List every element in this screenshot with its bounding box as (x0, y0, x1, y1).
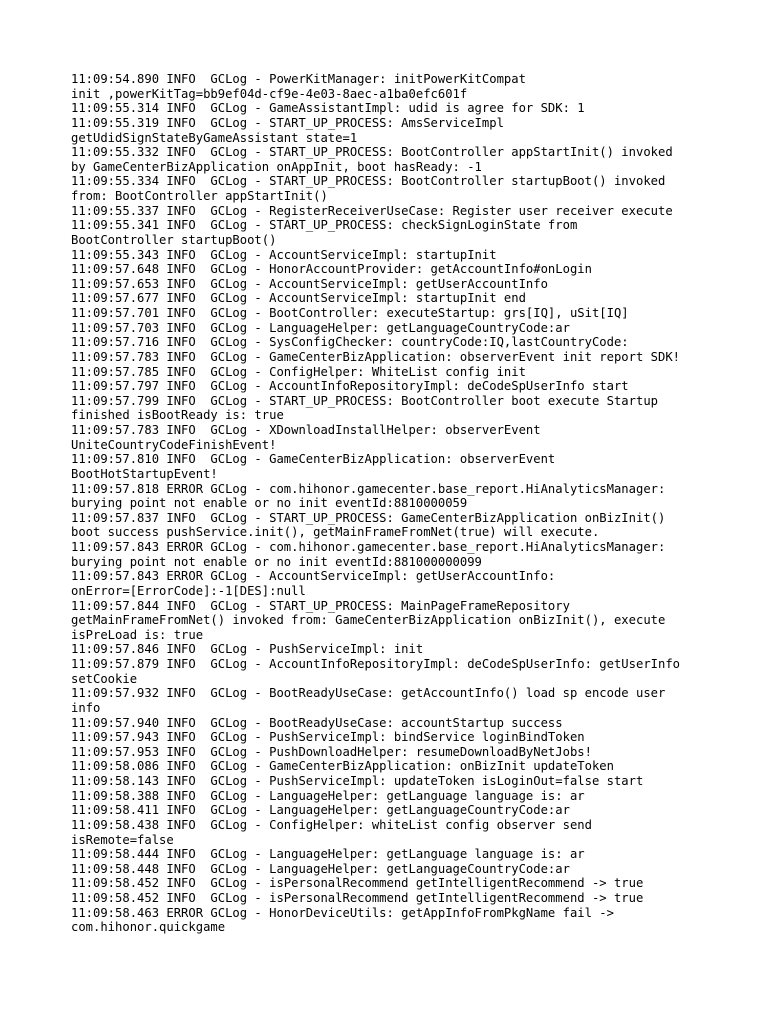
log-line: 11:09:57.940 INFO GCLog - BootReadyUseCase: accountStartup success (71, 715, 563, 730)
log-line: UniteCountryCodeFinishEvent! (71, 437, 277, 452)
log-line: 11:09:58.388 INFO GCLog - LanguageHelper: getLanguage language is: ar (71, 788, 585, 803)
log-line: isRemote=false (71, 832, 174, 847)
log-line: 11:09:55.343 INFO GCLog - AccountServiceImpl: startupInit (71, 247, 497, 262)
log-line: 11:09:57.943 INFO GCLog - PushServiceImpl: bindService loginBindToken (71, 730, 585, 745)
log-line: 11:09:57.703 INFO GCLog - LanguageHelper: getLanguageCountryCode:ar (71, 320, 570, 335)
log-line: 11:09:57.783 INFO GCLog - XDownloadInstallHelper: observerEvent (71, 423, 541, 437)
log-line: 11:09:57.677 INFO GCLog - AccountServiceImpl: startupInit end (71, 291, 526, 306)
log-line: BootHotStartupEvent! (71, 466, 218, 481)
log-line: setCookie (71, 671, 138, 686)
log-line: 11:09:55.314 INFO GCLog - GameAssistantImpl: udid is agree for SDK: 1 (71, 101, 585, 116)
log-line: com.hihonor.quickgame (71, 920, 226, 935)
log-line: 11:09:57.810 INFO GCLog - GameCenterBizApplication: observerEvent (71, 452, 556, 467)
log-line: getUdidSignStateByGameAssistant state=1 (71, 130, 358, 145)
log-line: 11:09:58.411 INFO GCLog - LanguageHelper: getLanguageCountryCode:ar (71, 803, 570, 818)
log-line: by GameCenterBizApplication onAppInit, boot hasReady: -1 (71, 159, 482, 174)
log-line: 11:09:57.846 INFO GCLog - PushServiceImpl: init (71, 642, 424, 657)
log-line: 11:09:55.319 INFO GCLog - START_UP_PROCESS: AmsServiceImpl (71, 115, 504, 130)
log-line: 11:09:57.953 INFO GCLog - PushDownloadHelper: resumeDownloadByNetJobs! (71, 744, 592, 759)
log-line: from: BootController appStartInit() (71, 189, 328, 203)
log-line: 11:09:58.452 INFO GCLog - isPersonalRecommend getIntelligentRecommend -> true (71, 876, 644, 891)
log-line: 11:09:58.143 INFO GCLog - PushServiceImpl: updateToken isLoginOut=false start (71, 774, 644, 788)
log-line: 11:09:58.448 INFO GCLog - LanguageHelper: getLanguageCountryCode:ar (71, 861, 570, 876)
log-line: 11:09:57.837 INFO GCLog - START_UP_PROCESS: GameCenterBizApplication onBizInit() (71, 510, 666, 525)
log-line: burying point not enable or no init eventId:8810000059 (71, 496, 468, 511)
log-line: 11:09:55.332 INFO GCLog - START_UP_PROCESS: BootController appStartInit() invoked (71, 145, 673, 160)
log-line: 11:09:57.799 INFO GCLog - START_UP_PROCESS: BootController boot execute Startup (71, 393, 658, 408)
log-document (71, 72, 761, 935)
log-line: onError=[ErrorCode]:-1[DES]:null (71, 583, 306, 598)
log-line: 11:09:58.452 INFO GCLog - isPersonalRecommend getIntelligentRecommend -> true (71, 891, 644, 905)
log-line: 11:09:57.716 INFO GCLog - SysConfigChecker: countryCode:IQ,lastCountryCode: (71, 335, 629, 350)
log-line: 11:09:57.648 INFO GCLog - HonorAccountProvider: getAccountInfo#onLogin (71, 262, 592, 277)
log-line: 11:09:58.463 ERROR GCLog - HonorDeviceUtils: getAppInfoFromPkgName fail -> (71, 905, 614, 920)
log-line: 11:09:57.653 INFO GCLog - AccountServiceImpl: getUserAccountInfo (71, 276, 548, 291)
log-line: 11:09:57.932 INFO GCLog - BootReadyUseCase: getAccountInfo() load sp encode user (71, 686, 666, 701)
log-line: 11:09:57.844 INFO GCLog - START_UP_PROCESS: MainPageFrameRepository (71, 598, 570, 613)
log-line: info (71, 700, 101, 715)
log-line: init ,powerKitTag=bb9ef04d-cf9e-4e03-8aec-a1ba0efc601f (71, 86, 468, 101)
log-line: 11:09:58.444 INFO GCLog - LanguageHelper: getLanguage language is: ar (71, 847, 585, 862)
log-line: 11:09:57.701 INFO GCLog - BootController: executeStartup: grs[IQ], uSit[IQ] (71, 306, 629, 320)
log-line: isPreLoad is: true (71, 627, 204, 642)
log-line: 11:09:58.086 INFO GCLog - GameCenterBizApplication: onBizInit updateToken (71, 759, 614, 774)
log-line: 11:09:55.341 INFO GCLog - START_UP_PROCESS: checkSignLoginState from (71, 218, 578, 233)
log-line: getMainFrameFromNet() invoked from: GameCenterBizApplication onBizInit(), execute (71, 613, 666, 628)
log-line: 11:09:57.843 ERROR GCLog - AccountServiceImpl: getUserAccountInfo: (71, 569, 556, 584)
log-line: boot success pushService.init(), getMainFrameFromNet(true) will execute. (71, 525, 600, 540)
log-line: 11:09:57.785 INFO GCLog - ConfigHelper: WhiteList config init (71, 364, 526, 379)
log-line: 11:09:55.337 INFO GCLog - RegisterReceiverUseCase: Register user receiver execute (71, 203, 673, 218)
log-line: 11:09:57.879 INFO GCLog - AccountInfoRepositoryImpl: deCodeSpUserInfo: getUserInfo (71, 657, 681, 671)
log-line: burying point not enable or no init eventId:881000000099 (71, 554, 482, 569)
log-line: 11:09:57.797 INFO GCLog - AccountInfoRepositoryImpl: deCodeSpUserInfo start (71, 379, 629, 394)
log-line: 11:09:54.890 INFO GCLog - PowerKitManager: initPowerKitCompat (71, 72, 526, 86)
log-line: 11:09:55.334 INFO GCLog - START_UP_PROCESS: BootController startupBoot() invoked (71, 174, 666, 189)
log-line: 11:09:58.438 INFO GCLog - ConfigHelper: whiteList config observer send (71, 817, 592, 832)
log-line: 11:09:57.818 ERROR GCLog - com.hihonor.gamecenter.base_report.HiAnalyticsManager: (71, 481, 666, 496)
log-line: 11:09:57.843 ERROR GCLog - com.hihonor.gamecenter.base_report.HiAnalyticsManager: (71, 540, 666, 554)
log-line: finished isBootReady is: true (71, 408, 284, 423)
log-line: 11:09:57.783 INFO GCLog - GameCenterBizApplication: observerEvent init report SDK! (71, 349, 681, 364)
log-line: BootController startupBoot() (71, 232, 277, 247)
